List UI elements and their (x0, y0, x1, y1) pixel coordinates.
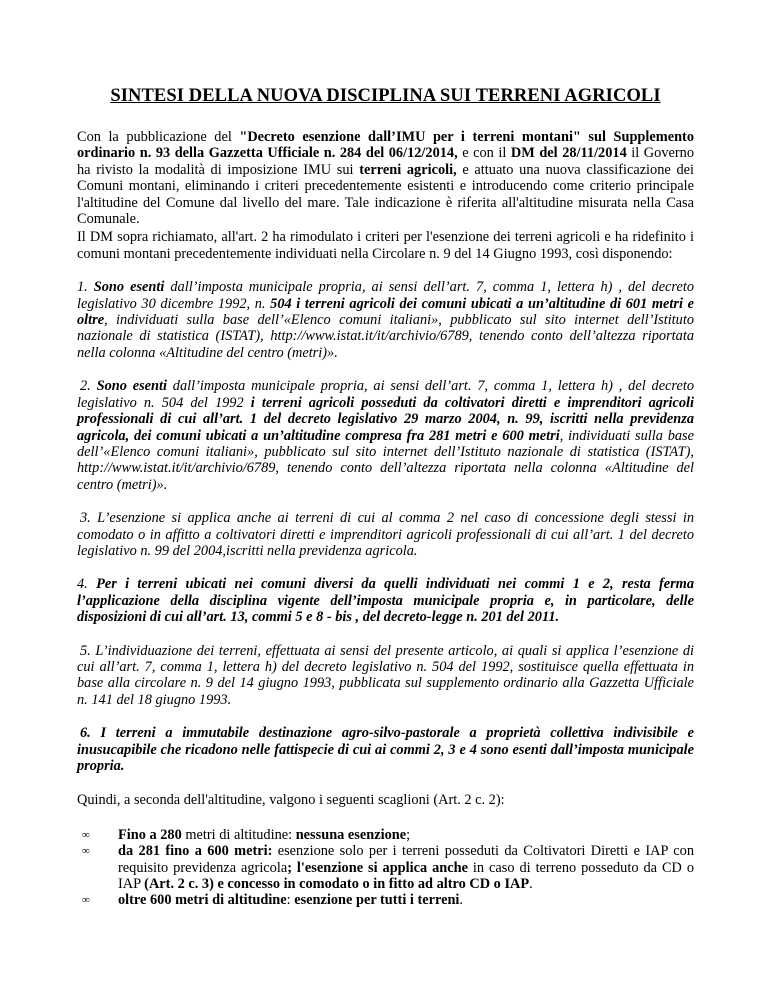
bullet-icon: ∞ (82, 845, 90, 858)
article-bold: Per i terreni ubicati nei comuni diversi da quelli individuati nei commi 1 e 2, resta ferma l’applicazione della disciplina vigente dell’imposta municipale propria e, in particolare, delle disposizioni di cui all’art. 13, commi 5 e 8 - bis , del decreto-legge n. 201 del 2011. (77, 576, 695, 626)
list-item (77, 843, 694, 892)
article-bold: 504 i terreni agricoli dei comuni ubicati a un’altitudine di 601 metri e oltre (77, 295, 694, 329)
bullet-icon: ∞ (82, 828, 90, 841)
article-6 (77, 725, 694, 774)
intro-text: e con il (457, 145, 511, 162)
article-3: 3. L’esenzione si applica anche ai terreni di cui al comma 2 nel caso di concessione degli stessi in comodato o in affitto a coltivatori diretti e imprenditori agricoli professionali di cui all’art. 1 del decreto legislativo n. 99 del 2004,iscritti nella previdenza agricola. (77, 510, 694, 559)
item-bold: da 281 fino a 600 metri: (118, 843, 273, 860)
page-title: SINTESI DELLA NUOVA DISCIPLINA SUI TERRENI AGRICOLI (110, 86, 661, 106)
article-text: dall’imposta municipale propria, ai sensi dell’art. 7, comma 1, lettera h) , del decreto legislativo n. 504 del 1992 (77, 378, 694, 411)
item-bold: nessuna esenzione (295, 826, 407, 843)
item-bold: ; l'esenzione si applica anche (287, 859, 468, 876)
scaglioni-list (77, 827, 694, 909)
item-text: metri di altitudine: (181, 826, 296, 843)
article-text: dall’imposta municipale propria, ai sensi dell’art. 7, comma 1, lettera h) , del decreto legislativo 30 dicembre 1992, n. (77, 279, 694, 312)
article-2 (77, 378, 694, 493)
item-text: : (286, 892, 295, 909)
bullet-icon: ∞ (82, 894, 90, 907)
item-text: . (529, 876, 533, 893)
intro-text: Con la pubblicazione del (77, 129, 240, 145)
article-5: 5. L’individuazione dei terreni, effettuata ai sensi del presente articolo, ai quali si applica l’esenzione di cui all’art. 7, comma 1, lettera h) del decreto legislativo n. 504 del 1992, sostituisce quella effettuata in base alla circolare n. 9 del 14 giugno 1993, pubblicata sul supplemento ordinario alla Gazzetta Ufficiale n. 141 del 18 giugno 1993. (77, 642, 694, 708)
item-bold: (Art. 2 c. 3) e concesso in comodato o in fitto ad altro CD o IAP (144, 876, 530, 893)
item-bold: oltre 600 metri di altitudine (118, 892, 287, 909)
article-bold: 6. I terreni a immutabile destinazione agro-silvo-pastorale a proprietà collettiva indivisibile e inusucapibile che ricadono nelle fattispecie di cui ai commi 2, 3 e 4 sono esenti dall’imposta municipale propria. (77, 725, 694, 774)
article-4 (77, 576, 694, 625)
article-number: 1. (77, 279, 94, 296)
article-number: 2. (80, 378, 97, 395)
item-text: ; (406, 826, 411, 843)
list-item (77, 892, 694, 908)
article-1 (77, 279, 694, 361)
intro-text: il Governo ha rivisto la modalità di imposizione IMU sui (77, 145, 694, 178)
list-item (77, 827, 694, 843)
item-bold: esenzione per tutti i terreni (294, 892, 460, 909)
article-number: 4. (77, 576, 97, 593)
intro-bold: "Decreto esenzione dall’IMU per i terreni montani" sul Supplemento ordinario n. 93 della Gazzetta Ufficiale n. 284 del 06/12/2014, (77, 129, 694, 162)
article-text: , individuati sulla base dell’«Elenco comuni italiani», pubblicato sul sito internet dell’Istituto nazionale di statistica (ISTAT), http://www.istat.it/it/archivio/6789, tenendo conto dell’altezza riportata nella colonna «Altitudine del centro (metri)». (77, 312, 694, 361)
scaglioni-intro: Quindi, a seconda dell'altitudine, valgono i seguenti scaglioni (Art. 2 c. 2): (77, 792, 505, 809)
article-bold: Sono esenti (93, 279, 165, 296)
item-text: in caso di terreno posseduto da CD o IAP (118, 859, 694, 893)
intro-bold: terreni agricoli, (359, 161, 457, 178)
article-text: , individuati sulla base dell’«Elenco comuni italiani», pubblicato sul sito internet dell’Istituto nazionale di statistica (ISTAT), http://www.istat.it/it/archivio/6789, tenendo conto dell’altezza riportata nella colonna «Altitudine del centro (metri)». (77, 427, 694, 493)
item-text: esenzione solo per i terreni posseduti da Coltivatori Diretti e IAP con requisito previdenza agricola (118, 843, 694, 876)
item-bold: Fino a 280 (118, 826, 182, 843)
item-text: . (459, 892, 464, 909)
intro-text: e attuato una nuova classificazione dei Comuni montani, eliminando i criteri precedentemente esistenti e introducendo come criterio principale l'altitudine del Comune dal livello del mare. Tale indicazione è riferita all'altitudine misurata nella Casa Comunale. (77, 161, 694, 228)
intro-paragraph-1 (77, 129, 694, 227)
document-page (77, 86, 694, 909)
article-bold: Sono esenti (96, 378, 167, 395)
article-bold: i terreni agricoli posseduti da coltivatori diretti e imprenditori agricoli professionali di cui all’art. 1 del decreto legislativo 29 marzo 2004, n. 99, iscritti nella previdenza agricola, dei comuni ubicati a un’altitudine compresa fra 281 metri e 600 metri (77, 394, 695, 444)
intro-bold: DM del 28/11/2014 (510, 145, 627, 162)
intro-paragraph-2: Il DM sopra richiamato, all'art. 2 ha rimodulato i criteri per l'esenzione dei terreni agricoli e ha ridefinito i comuni montani precedentemente individuati nella Circolare n. 9 del 14 Giugno 1993, così disponendo: (77, 229, 694, 262)
